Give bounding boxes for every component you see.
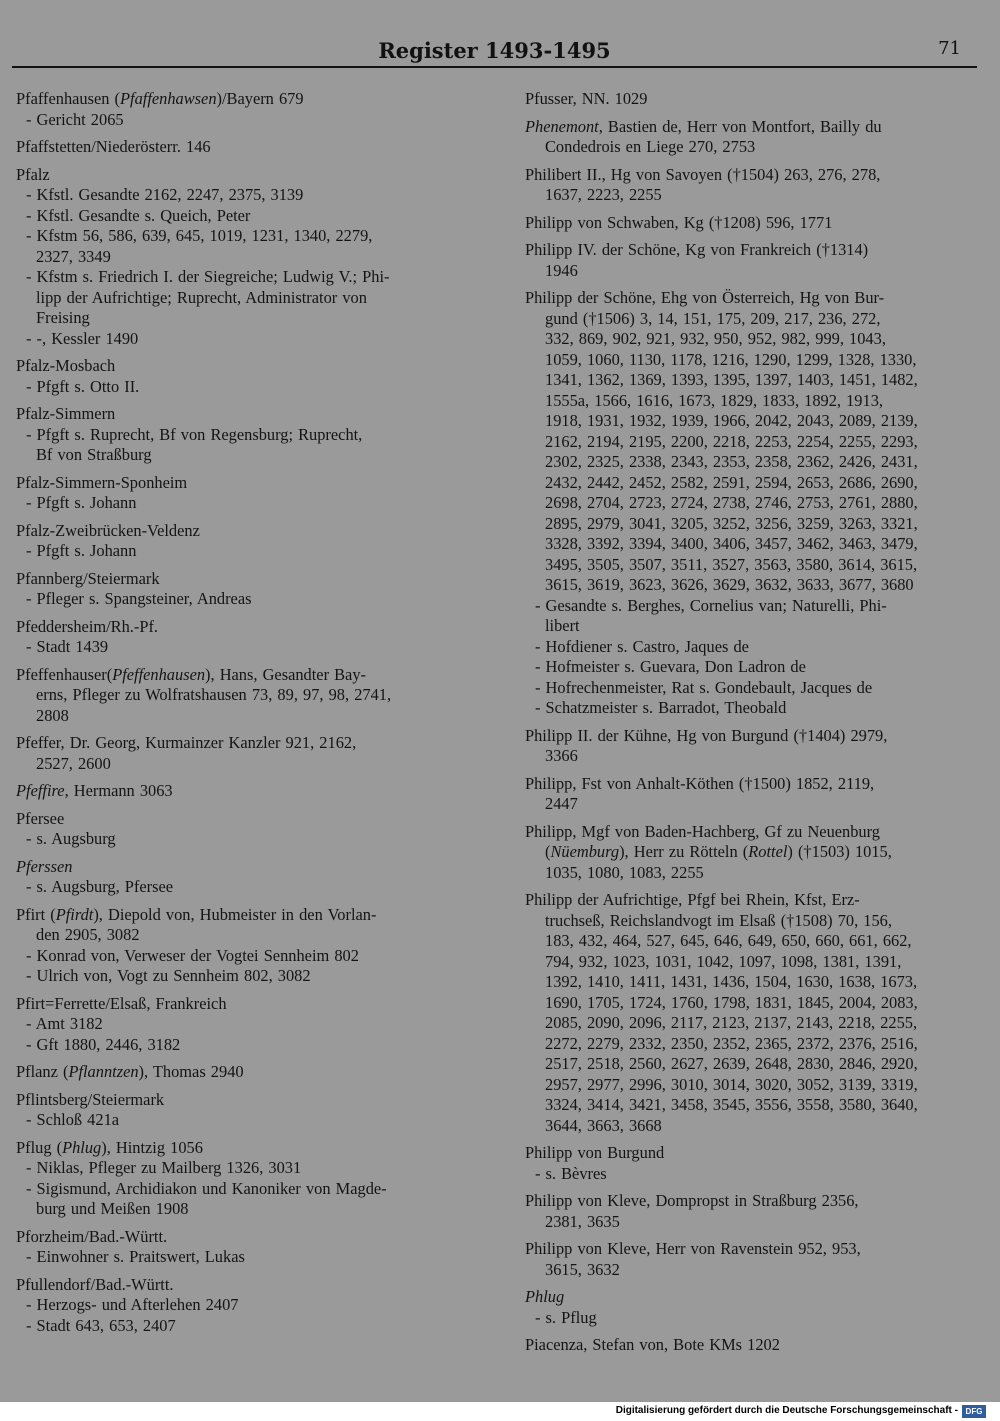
entry-text: 1059, 1060, 1130, 1178, 1216, 1290, 1299, 1328, 1330, — [545, 349, 917, 369]
entry-heading — [16, 165, 464, 186]
entry-text: 2527, 2600 — [36, 753, 111, 773]
entry-text: Philipp von Schwaben, Kg (†1208) 596, 1771 — [525, 212, 833, 232]
entry-continuation — [525, 1095, 967, 1116]
index-entry — [16, 1138, 464, 1220]
entry-subitem — [525, 657, 967, 678]
entry-subitem — [16, 966, 464, 987]
index-entry — [525, 165, 967, 206]
entry-heading — [525, 1335, 967, 1356]
index-entry — [16, 404, 464, 466]
entry-subitem — [16, 1247, 464, 1268]
entry-text: 3328, 3392, 3394, 3400, 3406, 3457, 3462, 3463, 3479, — [545, 534, 918, 553]
entry-subitem — [16, 206, 464, 227]
entry-text: 2302, 2325, 2338, 2343, 2353, 2358, 2362, 2426, 2431, — [545, 452, 918, 471]
entry-subitem — [16, 185, 464, 206]
entry-text: Piacenza, Stefan von, Bote KMs 1202 — [525, 1335, 780, 1354]
entry-heading — [525, 288, 967, 309]
entry-text: - Pfgft s. Ruprecht, Bf von Regensburg; Ruprecht, — [26, 424, 363, 444]
entry-text: - s. Augsburg, Pfersee — [26, 877, 174, 896]
index-entry — [16, 905, 464, 987]
entry-subitem — [16, 1316, 464, 1337]
entry-text: Philipp der Schöne, Ehg von Österreich, Hg von Bur- — [525, 288, 885, 307]
entry-heading — [16, 137, 464, 158]
entry-text: - Schatzmeister s. Barradot, Theobald — [535, 698, 787, 717]
entry-text: Pfannberg/Steiermark — [16, 568, 160, 588]
entry-text: - Pfleger s. Spangsteiner, Andreas — [26, 589, 252, 608]
entry-text: Pfeffenhauser( — [16, 664, 113, 684]
entry-text: - Herzogs- und Afterlehen 2407 — [26, 1295, 239, 1314]
entry-text: - -, Kessler 1490 — [26, 328, 139, 348]
entry-subitem — [16, 493, 464, 514]
entry-text: ), Diepold von, Hubmeister in den Vorlan- — [93, 904, 377, 924]
entry-continuation — [525, 514, 967, 535]
index-entry — [16, 857, 464, 898]
italic-text: Phenemont — [525, 116, 599, 136]
entry-text: 1555a, 1566, 1616, 1673, 1829, 1833, 1892, 1913, — [545, 390, 883, 410]
entry-text: - Kfstl. Gesandte s. Queich, Peter — [26, 205, 251, 225]
entry-continuation — [525, 261, 967, 282]
index-entry — [16, 165, 464, 350]
entry-text: 3495, 3505, 3507, 3511, 3527, 3563, 3580, 3614, 3615, — [545, 554, 918, 574]
entry-subitem — [16, 1035, 464, 1056]
entry-continuation — [16, 445, 464, 466]
entry-text: Philibert II., Hg von Savoyen (†1504) 263, 276, 278, — [525, 164, 881, 184]
entry-text: Pfalz-Simmern-Sponheim — [16, 472, 188, 492]
index-entry — [16, 809, 464, 850]
italic-text: Pferssen — [16, 856, 73, 876]
entry-subitem — [16, 425, 464, 446]
footer-bar — [0, 1402, 1000, 1421]
index-entry — [525, 117, 967, 158]
entry-heading — [16, 521, 464, 542]
entry-text: Pfeffer, Dr. Georg, Kurmainzer Kanzler 921, 2162, — [16, 733, 357, 752]
index-entry — [525, 1287, 967, 1328]
entry-subitem — [525, 1164, 967, 1185]
entry-subitem — [16, 946, 464, 967]
entry-heading — [16, 89, 464, 110]
entry-text: ), Thomas 2940 — [138, 1062, 244, 1081]
entry-continuation — [525, 794, 967, 815]
entry-text: - s. Augsburg — [26, 829, 116, 848]
entry-text: - Schloß 421a — [26, 1110, 120, 1129]
entry-continuation — [525, 370, 967, 391]
entry-text: Pfalz-Zweibrücken-Veldenz — [16, 520, 200, 540]
page-title: Register 1493-1495 — [378, 38, 611, 63]
entry-text: - Sigismund, Archidiakon und Kanoniker von Magde- — [26, 1178, 387, 1198]
entry-text: 2162, 2194, 2195, 2200, 2218, 2253, 2254, 2255, 2293, — [545, 431, 918, 451]
entry-text: - s. Bèvres — [535, 1163, 607, 1183]
entry-text: libert — [545, 616, 580, 635]
entry-heading — [525, 89, 967, 110]
entry-heading — [16, 569, 464, 590]
index-entry — [16, 1090, 464, 1131]
entry-heading — [525, 213, 967, 234]
entry-text: 2381, 3635 — [545, 1211, 620, 1231]
index-entry — [525, 726, 967, 767]
entry-text: - Stadt 1439 — [26, 637, 109, 656]
entry-text: Pfersee — [16, 808, 65, 828]
entry-text: 2432, 2442, 2452, 2582, 2591, 2594, 2653, 2686, 2690, — [545, 472, 918, 492]
italic-text: Pflanntzen — [68, 1062, 139, 1081]
entry-subitem — [16, 1014, 464, 1035]
entry-subitem — [16, 1110, 464, 1131]
entry-text: Philipp, Mgf von Baden-Hachberg, Gf zu Neuenburg — [525, 821, 880, 841]
entry-text: Philipp von Kleve, Dompropst in Straßburg 2356, — [525, 1191, 859, 1210]
entry-heading — [16, 857, 464, 878]
entry-subitem — [16, 110, 464, 131]
entry-text: Pfirt=Ferrette/Elsaß, Frankreich — [16, 993, 227, 1013]
index-entry — [16, 89, 464, 130]
entry-text: erns, Pfleger zu Wolfratshausen 73, 89, 97, 98, 2741, — [36, 685, 392, 704]
index-entry — [525, 213, 967, 234]
entry-continuation — [16, 754, 464, 775]
entry-text: 2808 — [36, 705, 69, 725]
entry-subitem — [16, 1179, 464, 1200]
index-entry — [16, 994, 464, 1056]
entry-text: 2957, 2977, 2996, 3010, 3014, 3020, 3052, 3139, 3319, — [545, 1074, 918, 1094]
entry-text: Pflintsberg/Steiermark — [16, 1089, 165, 1109]
entry-subitem — [16, 829, 464, 850]
entry-subitem — [525, 698, 967, 719]
entry-text: 1918, 1931, 1932, 1939, 1966, 2042, 2043, 2089, 2139, — [545, 411, 918, 430]
entry-text: 3644, 3663, 3668 — [545, 1115, 662, 1135]
entry-text: Philipp, Fst von Anhalt-Köthen (†1500) 1852, 2119, — [525, 773, 875, 793]
index-entry — [525, 1335, 967, 1356]
entry-text: 3615, 3632 — [545, 1259, 620, 1279]
entry-subitem — [16, 377, 464, 398]
entry-subitem — [16, 637, 464, 658]
entry-continuation — [16, 925, 464, 946]
entry-text: 2698, 2704, 2723, 2724, 2738, 2746, 2753, 2761, 2880, — [545, 493, 918, 512]
entry-heading — [16, 994, 464, 1015]
entry-text: 3366 — [545, 746, 578, 765]
entry-heading — [16, 781, 464, 802]
index-entry — [525, 1191, 967, 1232]
index-entry — [16, 473, 464, 514]
italic-text: Phlug — [62, 1137, 102, 1157]
entry-continuation — [525, 1013, 967, 1034]
italic-text: Pfirdt — [55, 904, 94, 924]
entry-continuation — [525, 309, 967, 330]
index-entry — [525, 774, 967, 815]
entry-text: Pflug ( — [16, 1137, 63, 1157]
entry-subitem — [16, 1158, 464, 1179]
entry-text: - Gericht 2065 — [26, 109, 124, 129]
index-entry — [16, 1275, 464, 1337]
italic-text: Pfaffenhawsen — [120, 89, 217, 108]
entry-continuation — [525, 616, 967, 637]
entry-text: - Hofmeister s. Guevara, Don Ladron de — [535, 657, 806, 676]
entry-heading — [525, 117, 967, 138]
index-entry — [16, 781, 464, 802]
entry-text: ), Hintzig 1056 — [101, 1137, 203, 1157]
entry-text: , Bastien de, Herr von Montfort, Bailly du — [598, 116, 882, 136]
entry-text: 794, 932, 1023, 1031, 1042, 1097, 1098, 1381, 1391, — [545, 951, 902, 971]
entry-continuation — [525, 1260, 967, 1281]
entry-continuation — [525, 1054, 967, 1075]
entry-continuation — [16, 308, 464, 329]
index-entry — [525, 822, 967, 884]
entry-continuation — [16, 1199, 464, 1220]
entry-heading — [16, 356, 464, 377]
entry-text: Pforzheim/Bad.-Württ. — [16, 1226, 168, 1246]
index-entry — [525, 1239, 967, 1280]
entry-heading — [16, 1062, 464, 1083]
entry-text: ( — [545, 842, 551, 861]
entry-text: ) (†1503) 1015, — [787, 842, 892, 861]
entry-subitem — [16, 541, 464, 562]
entry-text: 2327, 3349 — [36, 246, 111, 266]
entry-continuation — [525, 1116, 967, 1137]
entry-text: Pfaffenhausen ( — [16, 89, 121, 108]
entry-continuation — [525, 137, 967, 158]
entry-heading — [525, 774, 967, 795]
entry-continuation — [525, 350, 967, 371]
entry-continuation — [16, 288, 464, 309]
entry-continuation — [525, 1212, 967, 1233]
entry-continuation — [16, 685, 464, 706]
entry-text: Bf von Straßburg — [36, 445, 152, 464]
entry-subitem — [525, 678, 967, 699]
entry-text: - Gft 1880, 2446, 3182 — [26, 1034, 181, 1054]
entry-text: ), Hans, Gesandter Bay- — [205, 664, 366, 684]
entry-text: - Gesandte s. Berghes, Cornelius van; Naturelli, Phi- — [535, 595, 887, 615]
entry-text: - Amt 3182 — [26, 1014, 103, 1033]
index-entry — [525, 89, 967, 110]
entry-text: Pfirt ( — [16, 904, 56, 924]
entry-continuation — [525, 952, 967, 973]
entry-subitem — [16, 267, 464, 288]
entry-heading — [16, 1090, 464, 1111]
entry-heading — [16, 809, 464, 830]
entry-heading — [16, 404, 464, 425]
entry-continuation — [525, 411, 967, 432]
entry-subitem — [525, 596, 967, 617]
entry-text: truchseß, Reichslandvogt im Elsaß (†1508) 70, 156, — [545, 910, 892, 930]
entry-continuation — [525, 555, 967, 576]
entry-text: - Niklas, Pfleger zu Mailberg 1326, 3031 — [26, 1158, 302, 1177]
entry-heading — [525, 1191, 967, 1212]
entry-continuation — [525, 329, 967, 350]
entry-continuation — [525, 931, 967, 952]
entry-heading — [16, 665, 464, 686]
entry-continuation — [525, 1075, 967, 1096]
entry-text: 2447 — [545, 794, 578, 813]
entry-text: Pfaffstetten/Niederösterr. 146 — [16, 137, 211, 156]
entry-text: Condedrois en Liege 270, 2753 — [545, 137, 756, 156]
entry-text: - Kfstm 56, 586, 639, 645, 1019, 1231, 1340, 2279, — [26, 226, 373, 245]
entry-text: , Hermann 3063 — [64, 781, 173, 800]
entry-text: gund (†1506) 3, 14, 151, 175, 209, 217, 236, 272, — [545, 308, 881, 328]
italic-text: Nüemburg — [550, 842, 620, 861]
entry-text: Philipp II. der Kühne, Hg von Burgund (†1404) 2979, — [525, 725, 888, 745]
entry-text: Pfullendorf/Bad.-Württ. — [16, 1274, 174, 1294]
entry-subitem — [16, 589, 464, 610]
entry-continuation — [525, 185, 967, 206]
entry-heading — [16, 905, 464, 926]
entry-continuation — [525, 972, 967, 993]
entry-heading — [16, 473, 464, 494]
page-number: 71 — [938, 38, 961, 59]
entry-text: - Pfgft s. Johann — [26, 541, 137, 560]
entry-continuation — [525, 432, 967, 453]
entry-text: - Stadt 643, 653, 2407 — [26, 1315, 176, 1335]
index-entry — [16, 137, 464, 158]
entry-text: den 2905, 3082 — [36, 925, 140, 944]
italic-text: Pfeffire — [16, 781, 65, 800]
entry-heading — [525, 165, 967, 186]
entry-subitem — [16, 226, 464, 247]
entry-continuation — [525, 842, 967, 863]
entry-heading — [525, 1239, 967, 1260]
entry-text: - Einwohner s. Praitswert, Lukas — [26, 1247, 245, 1266]
entry-text: 1341, 1362, 1369, 1393, 1395, 1397, 1403, 1451, 1482, — [545, 370, 918, 389]
entry-continuation — [525, 452, 967, 473]
entry-text: Pfeddersheim/Rh.-Pf. — [16, 616, 159, 636]
entry-text: Pfalz-Mosbach — [16, 356, 116, 375]
index-entry — [525, 1143, 967, 1184]
entry-subitem — [16, 1295, 464, 1316]
entry-continuation — [16, 706, 464, 727]
index-column-left — [16, 89, 464, 1343]
entry-text: 183, 432, 464, 527, 645, 646, 649, 650, 660, 661, 662, — [545, 931, 912, 950]
index-entry — [16, 1062, 464, 1083]
entry-continuation — [525, 993, 967, 1014]
entry-heading — [525, 1143, 967, 1164]
entry-continuation — [16, 247, 464, 268]
entry-text: - Kfstm s. Friedrich I. der Siegreiche; Ludwig V.; Phi- — [26, 267, 390, 286]
entry-text: )/Bayern 679 — [216, 89, 304, 108]
entry-text: 2517, 2518, 2560, 2627, 2639, 2648, 2830, 2846, 2920, — [545, 1054, 918, 1073]
entry-heading — [16, 1227, 464, 1248]
entry-text: - Pfgft s. Otto II. — [26, 376, 140, 396]
entry-continuation — [525, 493, 967, 514]
entry-text: 1637, 2223, 2255 — [545, 185, 662, 204]
entry-text: Philipp IV. der Schöne, Kg von Frankreich (†1314) — [525, 240, 869, 259]
index-entry — [16, 356, 464, 397]
entry-text: Freising — [36, 308, 90, 327]
entry-text: Pfalz — [16, 164, 50, 184]
entry-text: Pfalz-Simmern — [16, 404, 116, 423]
entry-heading — [16, 1138, 464, 1159]
entry-continuation — [525, 534, 967, 555]
italic-text: Pfeffenhausen — [112, 664, 206, 684]
entry-continuation — [525, 575, 967, 596]
index-entry — [16, 617, 464, 658]
entry-text: 2272, 2279, 2332, 2350, 2352, 2365, 2372, 2376, 2516, — [545, 1033, 918, 1053]
index-entry — [16, 1227, 464, 1268]
entry-text: - Hofrechenmeister, Rat s. Gondebault, Jacques de — [535, 677, 873, 697]
entry-text: 1035, 1080, 1083, 2255 — [545, 862, 704, 882]
entry-heading — [525, 822, 967, 843]
entry-text: - Hofdiener s. Castro, Jaques de — [535, 636, 749, 656]
entry-text: - Kfstl. Gesandte 2162, 2247, 2375, 3139 — [26, 185, 304, 204]
italic-text: Rottel — [748, 842, 788, 861]
entry-text: 1392, 1410, 1411, 1431, 1436, 1504, 1630, 1638, 1673, — [545, 972, 918, 991]
entry-text: Pfusser, NN. 1029 — [525, 89, 648, 108]
entry-text: 1946 — [545, 260, 578, 280]
entry-text: Philipp der Aufrichtige, Pfgf bei Rhein, Kfst, Erz- — [525, 890, 860, 909]
entry-heading — [525, 1287, 967, 1308]
entry-subitem — [16, 329, 464, 350]
entry-text: 3615, 3619, 3623, 3626, 3629, 3632, 3633, 3677, 3680 — [545, 575, 914, 594]
entry-continuation — [525, 1034, 967, 1055]
entry-text: - Konrad von, Verweser der Vogtei Sennheim 802 — [26, 945, 359, 965]
italic-text: Phlug — [525, 1287, 565, 1306]
entry-text: - s. Pflug — [535, 1307, 597, 1327]
index-entry — [16, 521, 464, 562]
entry-text: 2895, 2979, 3041, 3205, 3252, 3256, 3259, 3263, 3321, — [545, 513, 918, 533]
entry-text: 332, 869, 902, 921, 932, 950, 952, 982, 999, 1043, — [545, 329, 886, 348]
entry-text: burg und Meißen 1908 — [36, 1199, 189, 1218]
entry-text: - Pfgft s. Johann — [26, 493, 137, 512]
entry-text: 2085, 2090, 2096, 2117, 2123, 2137, 2143, 2218, 2255, — [545, 1013, 918, 1032]
entry-text: - Ulrich von, Vogt zu Sennheim 802, 3082 — [26, 966, 311, 985]
entry-text: 3324, 3414, 3421, 3458, 3545, 3556, 3558, 3580, 3640, — [545, 1095, 918, 1114]
entry-continuation — [525, 911, 967, 932]
index-entry — [525, 288, 967, 719]
page-header — [12, 36, 977, 68]
entry-continuation — [525, 391, 967, 412]
entry-text: Philipp von Burgund — [525, 1143, 665, 1162]
entry-subitem — [525, 637, 967, 658]
index-entry — [16, 665, 464, 727]
index-entry — [525, 240, 967, 281]
entry-subitem — [16, 877, 464, 898]
entry-text: Pflanz ( — [16, 1062, 69, 1081]
entry-text: lipp der Aufrichtige; Ruprecht, Administrator von — [36, 287, 367, 307]
index-entry — [16, 733, 464, 774]
index-entry — [525, 890, 967, 1136]
index-column-right — [525, 89, 967, 1363]
entry-heading — [525, 240, 967, 261]
entry-text: Philipp von Kleve, Herr von Ravenstein 952, 953, — [525, 1239, 861, 1258]
entry-text: ), Herr zu Rötteln ( — [619, 842, 749, 861]
entry-heading — [16, 733, 464, 754]
dfg-logo: DFG — [962, 1405, 986, 1418]
entry-heading — [525, 726, 967, 747]
entry-continuation — [525, 473, 967, 494]
entry-subitem — [525, 1308, 967, 1329]
footer-credit: Digitalisierung gefördert durch die Deutsche Forschungsgemeinschaft - — [615, 1405, 958, 1416]
entry-heading — [525, 890, 967, 911]
entry-heading — [16, 1275, 464, 1296]
entry-heading — [16, 617, 464, 638]
entry-continuation — [525, 863, 967, 884]
entry-continuation — [525, 746, 967, 767]
entry-text: 1690, 1705, 1724, 1760, 1798, 1831, 1845, 2004, 2083, — [545, 992, 918, 1012]
index-entry — [16, 569, 464, 610]
